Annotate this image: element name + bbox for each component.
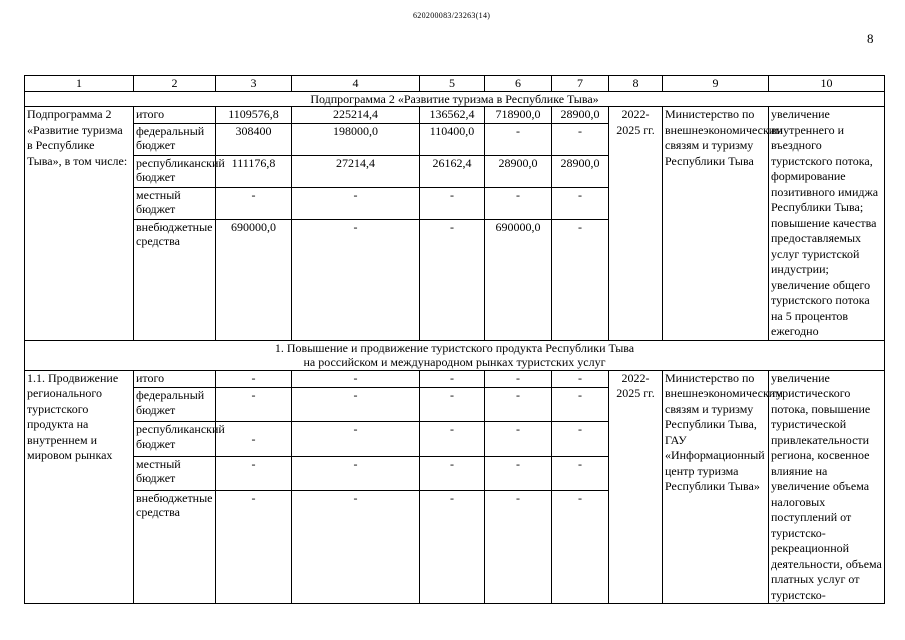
funding-source: республиканский бюджет bbox=[134, 155, 216, 187]
cell-value: 28900,0 bbox=[485, 155, 552, 187]
cell-value: 27214,4 bbox=[292, 155, 420, 187]
cell-value: - bbox=[420, 187, 485, 219]
column-number-row bbox=[25, 76, 885, 92]
cell-value: 26162,4 bbox=[420, 155, 485, 187]
executor: Министерство по внешнеэкономическим связям и туризму Республики Тыва, ГАУ «Информационный центр туризма Республики Тыва» bbox=[663, 370, 769, 604]
cell-value: - bbox=[485, 422, 552, 456]
page-number: 8 bbox=[867, 31, 874, 46]
col-header: 2 bbox=[134, 76, 216, 92]
cell-value: 111176,8 bbox=[216, 155, 292, 187]
col-header: 3 bbox=[216, 76, 292, 92]
section-title bbox=[25, 340, 885, 370]
cell-value: - bbox=[292, 456, 420, 490]
cell-value: - bbox=[552, 370, 609, 388]
budget-table bbox=[24, 75, 885, 604]
section-title-row bbox=[25, 91, 885, 107]
cell-value: 110400,0 bbox=[420, 123, 485, 155]
cell-value: 718900,0 bbox=[485, 107, 552, 124]
table-row bbox=[25, 370, 885, 388]
cell-value: - bbox=[216, 370, 292, 388]
col-header: 9 bbox=[663, 76, 769, 92]
cell-value: - bbox=[216, 490, 292, 603]
funding-source: республиканский бюджет bbox=[134, 422, 216, 456]
section-title-row bbox=[25, 340, 885, 370]
cell-value: - bbox=[485, 388, 552, 422]
col-header: 8 bbox=[609, 76, 663, 92]
funding-source: местный бюджет bbox=[134, 456, 216, 490]
cell-value: 225214,4 bbox=[292, 107, 420, 124]
cell-value: - bbox=[420, 422, 485, 456]
cell-value: - bbox=[292, 370, 420, 388]
cell-value: - bbox=[552, 219, 609, 340]
cell-value: - bbox=[485, 187, 552, 219]
funding-source: местный бюджет bbox=[134, 187, 216, 219]
document-id: 620200083/23263(14) bbox=[413, 11, 491, 20]
cell-value: 28900,0 bbox=[552, 107, 609, 124]
period: 2022-2025 гг. bbox=[609, 370, 663, 604]
funding-source: внебюджетные средства bbox=[134, 219, 216, 340]
cell-value: 308400 bbox=[216, 123, 292, 155]
cell-value: - bbox=[552, 456, 609, 490]
cell-value: - bbox=[485, 490, 552, 603]
section-title-line: на российском и международном рынках туристских услуг bbox=[303, 355, 606, 369]
col-header: 4 bbox=[292, 76, 420, 92]
section-title: Подпрограмма 2 «Развитие туризма в Республике Тыва» bbox=[25, 91, 885, 107]
cell-value: - bbox=[552, 187, 609, 219]
cell-value: - bbox=[420, 456, 485, 490]
cell-value: - bbox=[485, 456, 552, 490]
expected-result: увеличение внутреннего и въездного туристского потока, формирование позитивного имиджа Республики Тыва; повышение качества предоставляемых услуг туристской индустрии; увеличение общего туристского потока на 5 процентов ежегодно bbox=[769, 107, 885, 341]
cell-value: 690000,0 bbox=[216, 219, 292, 340]
cell-value: - bbox=[420, 219, 485, 340]
expected-result: увеличение туристического потока, повышение туристической привлекательности региона, косвенное влияние на увеличение объема налоговых поступлений от туристско-рекреационной деятельности, объема платных услуг от туристско- bbox=[769, 370, 885, 604]
cell-value: - bbox=[420, 370, 485, 388]
funding-source: федеральный бюджет bbox=[134, 123, 216, 155]
section-title-line: 1. Повышение и продвижение туристского продукта Республики Тыва bbox=[274, 340, 635, 355]
funding-source: федеральный бюджет bbox=[134, 388, 216, 422]
cell-value: 1109576,8 bbox=[216, 107, 292, 124]
funding-source: итого bbox=[134, 107, 216, 124]
cell-value: - bbox=[420, 490, 485, 603]
cell-value: - bbox=[420, 388, 485, 422]
funding-source: внебюджетные средства bbox=[134, 490, 216, 603]
executor: Министерство по внешнеэкономическим связям и туризму Республики Тыва bbox=[663, 107, 769, 341]
col-header: 5 bbox=[420, 76, 485, 92]
cell-value: - bbox=[292, 388, 420, 422]
cell-value: - bbox=[552, 422, 609, 456]
cell-value: - bbox=[292, 490, 420, 603]
cell-value: 198000,0 bbox=[292, 123, 420, 155]
program-name: 1.1. Продвижение регионального туристского продукта на внутреннем и мировом рынках bbox=[25, 370, 134, 604]
program-name: Подпрограмма 2 «Развитие туризма в Республике Тыва», в том числе: bbox=[25, 107, 134, 341]
cell-value: - bbox=[216, 388, 292, 422]
cell-value: - bbox=[552, 388, 609, 422]
cell-value: - bbox=[216, 187, 292, 219]
period: 2022-2025 гг. bbox=[609, 107, 663, 341]
cell-value: - bbox=[292, 187, 420, 219]
funding-source: итого bbox=[134, 370, 216, 388]
cell-value: - bbox=[292, 219, 420, 340]
cell-value: 28900,0 bbox=[552, 155, 609, 187]
table-row bbox=[25, 107, 885, 124]
cell-value: - bbox=[485, 123, 552, 155]
col-header: 10 bbox=[769, 76, 885, 92]
col-header: 7 bbox=[552, 76, 609, 92]
cell-value: - bbox=[292, 422, 420, 456]
col-header: 1 bbox=[25, 76, 134, 92]
cell-value: - bbox=[552, 490, 609, 603]
cell-value: - bbox=[216, 456, 292, 490]
cell-value: - bbox=[552, 123, 609, 155]
cell-value: 690000,0 bbox=[485, 219, 552, 340]
cell-value: 136562,4 bbox=[420, 107, 485, 124]
cell-value: - bbox=[485, 370, 552, 388]
cell-value: - bbox=[216, 422, 292, 456]
col-header: 6 bbox=[485, 76, 552, 92]
